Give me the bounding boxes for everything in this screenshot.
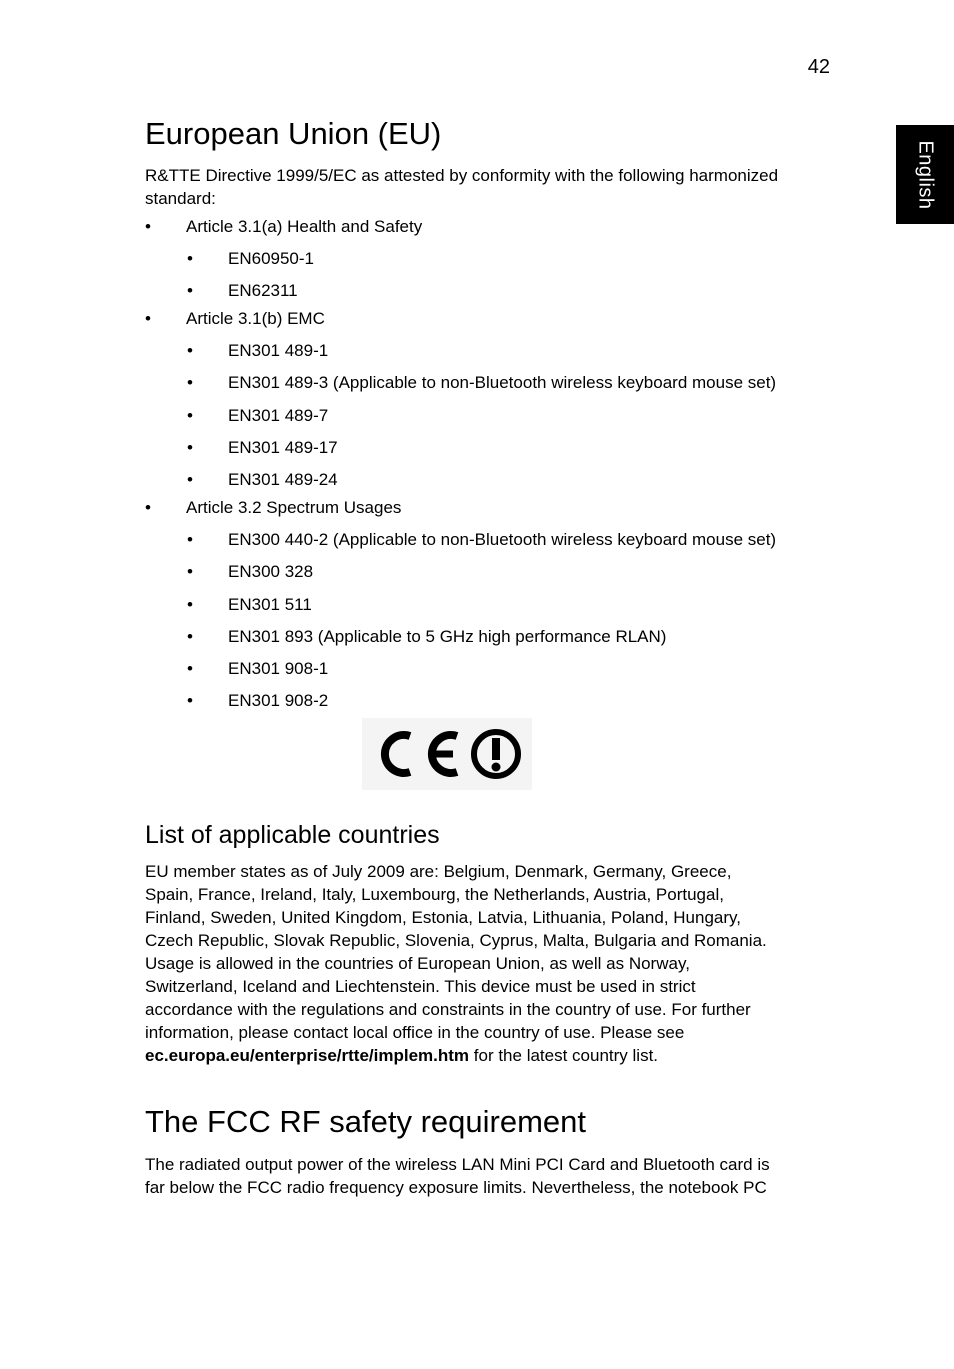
- bullet-icon: •: [187, 659, 193, 678]
- bullet-icon: •: [187, 595, 193, 614]
- standard-label: EN301 908-2: [228, 691, 329, 710]
- page-number: 42: [807, 56, 830, 78]
- countries-text-line: Usage is allowed in the countries of European Union, as well as Norway,: [145, 954, 690, 973]
- eu-section-title: European Union (EU): [145, 116, 442, 151]
- standard-label: EN62311: [228, 281, 298, 300]
- bullet-icon: •: [145, 217, 151, 236]
- countries-text-line: Czech Republic, Slovak Republic, Slovenia, Cyprus, Malta, Bulgaria and Romania.: [145, 931, 767, 950]
- alert-exclamation-bar: [492, 738, 500, 760]
- standard-label: EN301 489-24: [228, 470, 338, 489]
- countries-section-title: List of applicable countries: [145, 821, 440, 849]
- bullet-icon: •: [187, 470, 193, 489]
- bullet-icon: •: [187, 406, 193, 425]
- bullet-icon: •: [187, 438, 193, 457]
- bullet-icon: •: [187, 562, 193, 581]
- standard-label: EN60950-1: [228, 249, 315, 268]
- standard-label: EN301 511: [228, 595, 312, 614]
- countries-paragraph: [145, 860, 835, 1067]
- standard-label: EN300 328: [228, 562, 314, 581]
- alert-exclamation-dot: [492, 763, 501, 772]
- ce-alert-mark-icon: [362, 718, 532, 790]
- fcc-paragraph: [145, 1153, 835, 1199]
- bullet-icon: •: [187, 691, 193, 710]
- standard-label: EN301 893 (Applicable to 5 GHz high performance RLAN): [228, 627, 667, 646]
- standard-label: EN301 489-3 (Applicable to non-Bluetooth wireless keyboard mouse set): [228, 373, 777, 392]
- countries-text-line: information, please contact local office in the country of use. Please see: [145, 1023, 685, 1042]
- eu-intro-paragraph: R&TTE Directive 1999/5/EC as attested by conformity with the following harmonized standard:: [145, 166, 779, 208]
- article-label: Article 3.1(a) Health and Safety: [186, 217, 423, 236]
- rtte-link[interactable]: ec.europa.eu/enterprise/rtte/implem.htm: [145, 1046, 470, 1065]
- language-tab: [896, 125, 954, 224]
- fcc-section-title: The FCC RF safety requirement: [145, 1104, 587, 1139]
- fcc-text-line: The radiated output power of the wireless LAN Mini PCI Card and Bluetooth card is: [145, 1155, 770, 1174]
- link-trailing-text: for the latest country list.: [469, 1046, 659, 1065]
- countries-text-line: Finland, Sweden, United Kingdom, Estonia, Latvia, Lithuania, Poland, Hungary,: [145, 908, 741, 927]
- bullet-icon: •: [187, 373, 193, 392]
- countries-text-line: Switzerland, Iceland and Liechtenstein. This device must be used in strict: [145, 977, 696, 996]
- article-label: Article 3.2 Spectrum Usages: [186, 498, 402, 517]
- countries-text-line-final: [145, 1044, 835, 1067]
- language-tab-label: English: [914, 139, 937, 210]
- article-label: Article 3.1(b) EMC: [186, 309, 325, 328]
- countries-text-line: accordance with the regulations and constraints in the country of use. For further: [145, 1000, 751, 1019]
- standard-label: EN300 440-2 (Applicable to non-Bluetooth wireless keyboard mouse set): [228, 530, 777, 549]
- bullet-icon: •: [187, 627, 193, 646]
- bullet-icon: •: [145, 498, 151, 517]
- countries-text-line: Spain, France, Ireland, Italy, Luxembourg, the Netherlands, Austria, Portugal,: [145, 885, 724, 904]
- standard-label: EN301 489-1: [228, 341, 329, 360]
- bullet-icon: •: [145, 309, 151, 328]
- bullet-icon: •: [187, 281, 193, 300]
- standard-label: EN301 489-7: [228, 406, 329, 425]
- bullet-icon: •: [187, 249, 193, 268]
- countries-text-line: EU member states as of July 2009 are: Belgium, Denmark, Germany, Greece,: [145, 862, 732, 881]
- standard-label: EN301 908-1: [228, 659, 329, 678]
- bullet-icon: •: [187, 530, 193, 549]
- bullet-icon: •: [187, 341, 193, 360]
- standard-label: EN301 489-17: [228, 438, 338, 457]
- fcc-text-line: far below the FCC radio frequency exposure limits. Nevertheless, the notebook PC: [145, 1178, 767, 1197]
